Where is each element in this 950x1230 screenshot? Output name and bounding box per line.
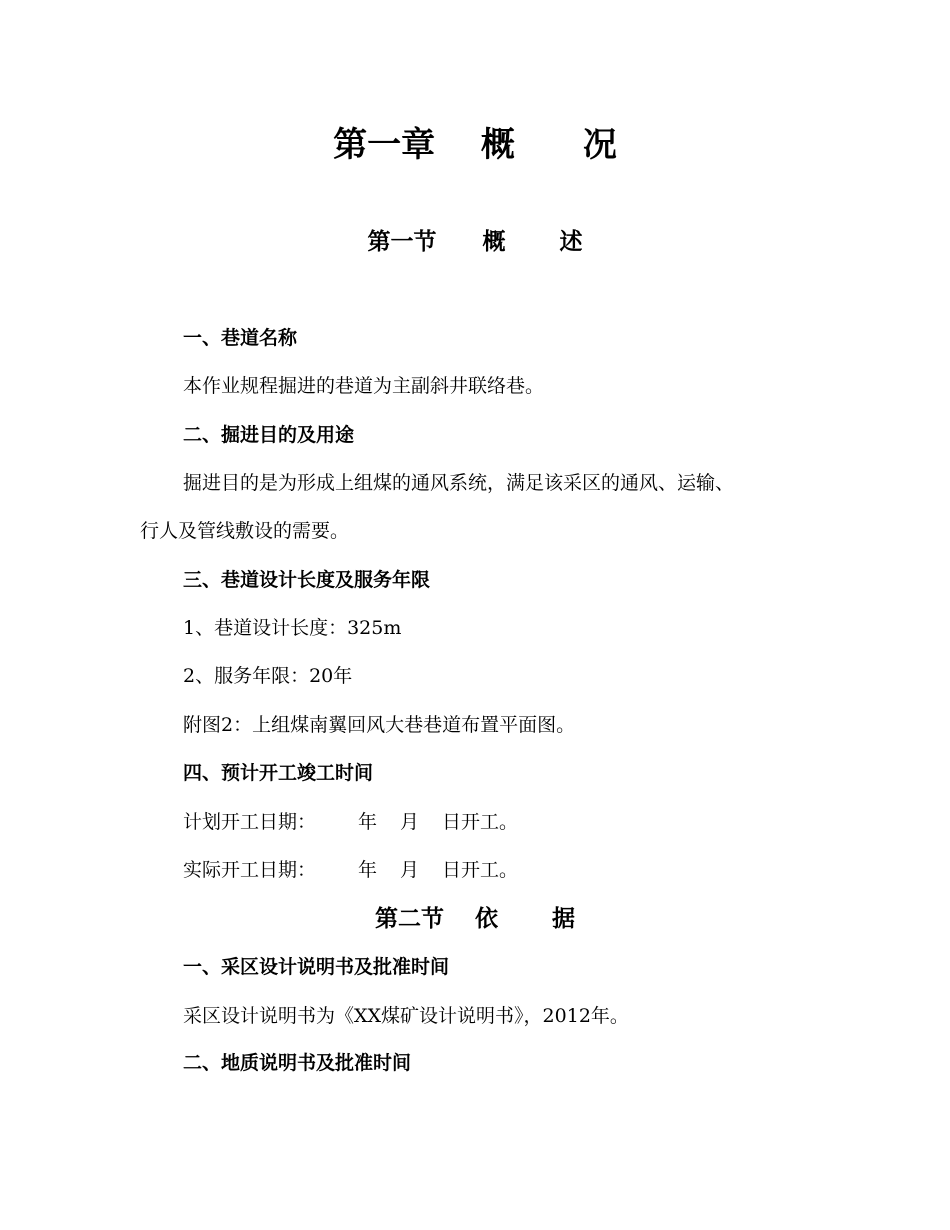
- planned-start-month: 月: [400, 811, 420, 833]
- paragraph-purpose-line-1: 掘进目的是为形成上组煤的通风系统，满足该采区的通风、运输、: [183, 472, 735, 494]
- planned-start-label: 计划开工日期：: [183, 811, 317, 833]
- paragraph-attached-drawing: 附图2：上组煤南翼回风大巷巷道布置平面图。: [183, 714, 576, 736]
- paragraph-design-length: 1、巷道设计长度：325m: [183, 617, 402, 639]
- planned-start-year: 年: [358, 811, 378, 833]
- paragraph-design-spec: 采区设计说明书为《XX煤矿设计说明书》，2012年。: [183, 1005, 629, 1027]
- actual-start-day: 日开工。: [442, 859, 519, 881]
- chapter-title: 第一章 概 况: [333, 125, 617, 165]
- section-title-overview: 第一节 概 述: [367, 229, 583, 255]
- actual-start-label: 实际开工日期：: [183, 859, 317, 881]
- planned-start-date: [183, 813, 518, 832]
- actual-start-month: 月: [400, 859, 420, 881]
- heading-roadway-name: 一、巷道名称: [183, 327, 298, 349]
- heading-length-service: 三、巷道设计长度及服务年限: [183, 569, 431, 591]
- planned-start-day: 日开工。: [442, 811, 519, 833]
- heading-purpose: 二、掘进目的及用途: [183, 424, 355, 446]
- paragraph-service-years: 2、服务年限：20年: [183, 665, 353, 687]
- paragraph-purpose-line-2: 行人及管线敷设的需要。: [140, 520, 350, 542]
- heading-geology-spec: 二、地质说明书及批准时间: [183, 1052, 412, 1074]
- paragraph-roadway-name: 本作业规程掘进的巷道为主副斜井联络巷。: [183, 375, 545, 397]
- heading-design-spec: 一、采区设计说明书及批准时间: [183, 956, 450, 978]
- section-title-basis: 第二节 依 据: [374, 906, 575, 932]
- actual-start-date: [183, 861, 518, 880]
- heading-schedule: 四、预计开工竣工时间: [183, 762, 374, 784]
- actual-start-year: 年: [358, 859, 378, 881]
